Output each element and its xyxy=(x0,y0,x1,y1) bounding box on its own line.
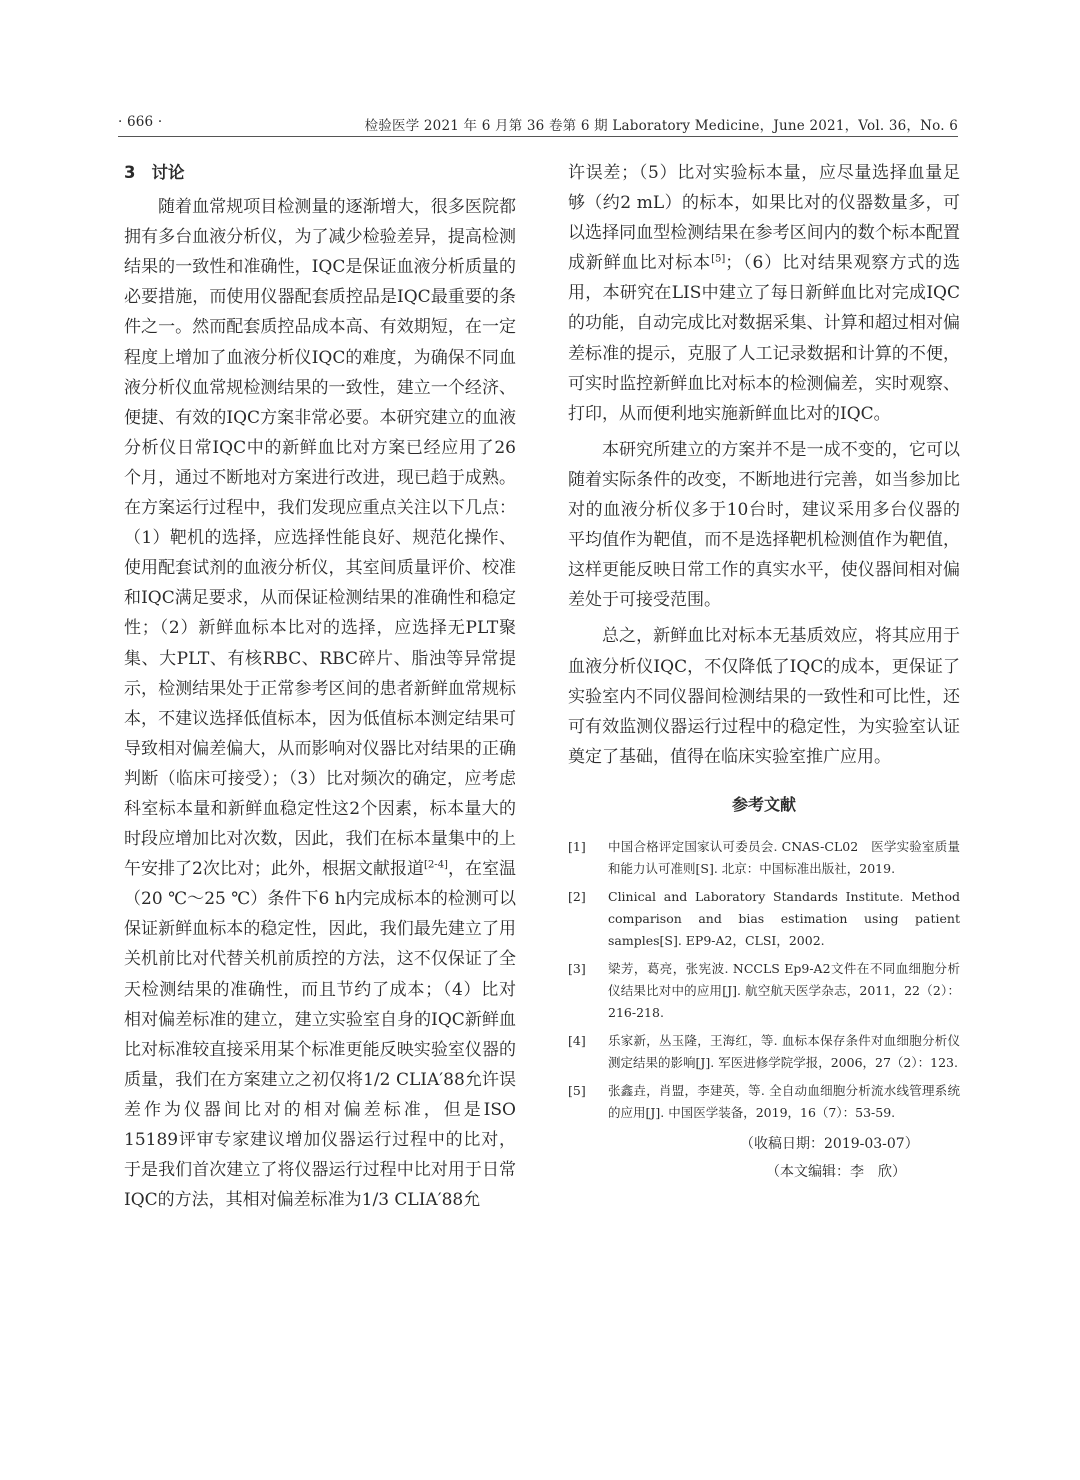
continued-text: 许误差；（5）比对实验标本量，应尽量选择血量足够（约2 mL）的标本，如果比对的仪器数量多，可以选择同血型检测结果在参考区间内的数个标本配置成新鲜血比对标本 xyxy=(568,163,960,274)
reference-item: [1] 中国合格评定国家认可委员会. CNAS-CL02 医学实验室质量和能力认可准则[S]. 北京：中国标准出版社，2019. xyxy=(568,838,960,876)
running-header xyxy=(118,114,958,138)
paragraph-conclusion: 总之，新鲜血比对标本无基质效应，将其应用于血液分析仪IQC，不仅降低了IQC的成本，更保证了实验室内不同仪器间检测结果的一致性和可比性，还可有效监测仪器运行过程中的稳定性，为实验室认证奠定了基础，值得在临床实验室推广应用。 xyxy=(568,626,960,767)
reference-item: [3] 梁芳，葛亮，张宪波. NCCLS Ep9-A2文件在不同血细胞分析仪结果比对中的应用[J]. 航空航天医学杂志，2011，22（2）：216-218. xyxy=(568,960,960,1020)
section-number: 3 xyxy=(124,163,136,182)
discussion-text: 随着血常规项目检测量的逐渐增大，很多医院都拥有多台血液分析仪，为了减少检验差异，提高检测结果的一致性和准确性，IQC是保证血液分析质量的必要措施，而使用仪器配套质控品是IQC最重要的条件之一。然而配套质控品成本高、有效期短，在一定程度上增加了血液分析仪IQC的难度，为确保不同血液分析仪血常规检测结果的一致性，建立一个经济、便捷、有效的IQC方案非常必要。本研究建立的血液分析仪日常IQC中的新鲜血比对方案已经应用了26个月，通过不断地对方案进行改进，现已趋于成熟。在方案运行过程中，我们发现应重点关注以下几点：（1）靶机的选择，应选择性能良好、规范化操作、使用配套试剂的血液分析仪，其室间质量评价、校准和IQC满足要求，从而保证检测结果的准确性和稳定性；（2）新鲜血标本比对的选择，应选择无PLT聚集、大PLT、有核RBC、RBC碎片、脂浊等异常提示，检测结果处于正常参考区间的患者新鲜血常规标本，不建议选择低值标本，因为低值标本测定结果可导致相对偏差偏大，从而影响对仪器比对结果的正确判断（临床可接受）；（3）比对频次的确定，应考虑科室标本量和新鲜血稳定性这2个因素，标本量大的时段应增加比对次数，因此，我们在标本量集中的上午安排了2次比对；此外，根据文献报道 xyxy=(124,197,516,880)
header-rule xyxy=(118,136,958,137)
paragraph-improvement: 本研究所建立的方案并不是一成不变的，它可以随着实际条件的改变，不断地进行完善，如当参加比对的血液分析仪多于10台时，建议采用多台仪器的平均值作为靶值，而不是选择靶机检测值作为靶值，这样更能反映日常工作的真实水平，使仪器间相对偏差处于可接受范围。 xyxy=(568,439,960,611)
discussion-paragraph xyxy=(124,192,516,1215)
continued-paragraph xyxy=(568,158,960,429)
reference-item: [5] 张鑫垚，肖盟，李建英，等. 全自动血细胞分析流水线管理系统的应用[J]. 中国医学装备，2019，16（7）：53-59. xyxy=(568,1082,960,1120)
article-footer xyxy=(568,1130,960,1186)
references-heading: 参考文献 xyxy=(731,794,796,814)
left-column xyxy=(124,158,516,1215)
section-heading xyxy=(124,158,516,188)
received-date: （收稿日期：2019-03-07） xyxy=(740,1135,919,1152)
citation-superscript: [5] xyxy=(711,253,726,265)
continued-text-b: ；（6）比对结果观察方式的选用，本研究在LIS中建立了每日新鲜血比对完成IQC的功能，自动完成比对数据采集、计算和超过相对偏差标准的提示，克服了人工记录数据和计算的不便，可实时监控新鲜血比对标本的检测偏差，实时观察、打印，从而便利地实施新鲜血比对的IQC。 xyxy=(568,253,961,424)
right-column xyxy=(568,158,960,1186)
reference-item: [2] Clinical and Laboratory Standards Institute. Method comparison and bias estimation using patient samples[S]. EP9-A2，CLSI，2002. xyxy=(568,888,960,948)
section-title: 讨论 xyxy=(151,163,185,182)
citation-superscript: [2-4] xyxy=(424,859,448,871)
editor-note: （本文编辑：李 欣） xyxy=(766,1163,906,1180)
discussion-text-cont: ，在室温（20 ℃～25 ℃）条件下6 h内完成标本的检测可以保证新鲜血标本的稳定性，因此，我们最先建立了用关机前比对代替关机前质控的方法，这不仅保证了全天检测结果的准确性，而且节约了成本；（4）比对相对偏差标准的建立，建立实验室自身的IQC新鲜血比对标准较直接采用某个标准更能反映实验室仪器的质量，我们在方案建立之初仅将1/2 CLIA′88允许误差作为仪器间比对的相对偏差标准，但是ISO 15189评审专家建议增加仪器运行过程中的比对，于是我们首次建立了将仪器运行过程中比对用于日常IQC的方法，其相对偏差标准为1/3 CLIA′88允 xyxy=(124,859,517,1211)
page-number: · 666 · xyxy=(118,114,163,130)
reference-item: [4] 乐家新，丛玉隆，王海红，等. 血标本保存条件对血细胞分析仪测定结果的影响[J]. 军医进修学院学报，2006，27（2）：123. xyxy=(568,1032,960,1070)
journal-citation: 检验医学 2021 年 6 月第 36 卷第 6 期 Laboratory Medicine，June 2021，Vol. 36，No. 6 xyxy=(364,118,958,134)
